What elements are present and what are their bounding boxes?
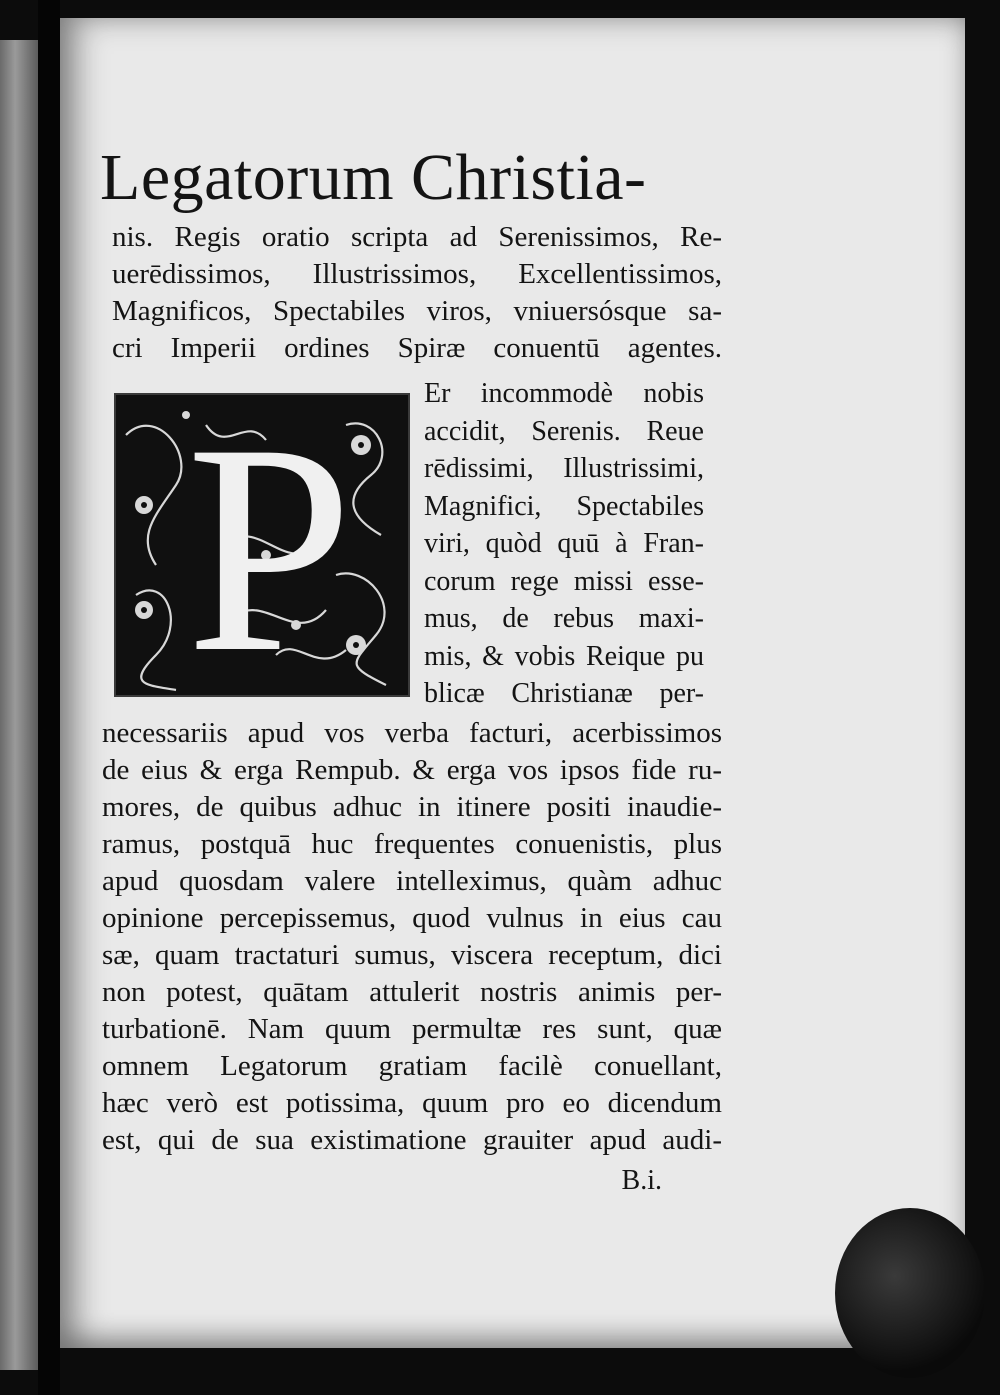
heading-line: Magnificos, Spectabiles viros, vniuersósque sa- (112, 295, 722, 327)
book-page (60, 18, 965, 1348)
page-text (102, 143, 722, 1201)
initial-letter: P (186, 393, 353, 697)
book-spine (38, 0, 60, 1395)
body-line: sæ, quam tractaturi sumus, viscera receptum, dici (102, 939, 722, 971)
body-line: turbationē. Nam quum permultæ res sunt, quæ (102, 1013, 722, 1045)
body-line: ramus, postquā huc frequentes conuenistis, plus (102, 828, 722, 860)
body-line: corum rege missi esse- (424, 565, 704, 597)
body-line: Magnifici, Spectabiles (424, 490, 704, 522)
heading-line: cri Imperii ordines Spiræ conuentū agentes. (112, 332, 722, 364)
heading-line: uerēdissimos, Illustrissimos, Excellentissimos, (112, 258, 722, 290)
body-line: necessariis apud vos verba facturi, acerbissimos (102, 717, 722, 749)
body-line: Er incommodè nobis (424, 378, 704, 409)
decorated-initial (114, 393, 410, 697)
opening-paragraph (102, 375, 722, 715)
body-line: mores, de quibus adhuc in itinere positi inaudie- (102, 791, 722, 823)
page-title: Legatorum Christia- (100, 141, 647, 214)
body-line: opinione percepissemus, quod vulnus in eius cau (102, 902, 722, 934)
body-line: blicæ Christianæ per- (424, 678, 704, 709)
body-line: mus, de rebus maxi- (424, 603, 704, 634)
body-line: rēdissimi, Illustrissimi, (424, 453, 704, 484)
text-beside-initial (424, 375, 704, 713)
body-line: de eius & erga Rempub. & erga vos ipsos fide ru- (102, 754, 722, 786)
body-line: viri, quòd quū à Fran- (424, 528, 704, 559)
body-line: mis, & vobis Reique pu (424, 640, 704, 672)
body-line: est, qui de sua existimatione grauiter apud audi- (102, 1124, 722, 1156)
body-line: omnem Legatorum gratiam facilè conuellant, (102, 1050, 722, 1082)
body-text (102, 715, 722, 1159)
body-line: non potest, quātam attulerit nostris animis per- (102, 976, 722, 1008)
heading-line: nis. Regis oratio scripta ad Serenissimos, Re- (112, 221, 722, 253)
oration-heading (102, 219, 722, 367)
body-line: accidit, Serenis. Reue (424, 415, 704, 447)
body-line: hæc verò est potissima, quum pro eo dicendum (102, 1087, 722, 1119)
scanner-thumb (835, 1208, 985, 1378)
adjacent-page-edge (0, 40, 38, 1370)
signature-mark: B.i. (621, 1165, 662, 1196)
body-line: apud quosdam valere intelleximus, quàm adhuc (102, 865, 722, 897)
